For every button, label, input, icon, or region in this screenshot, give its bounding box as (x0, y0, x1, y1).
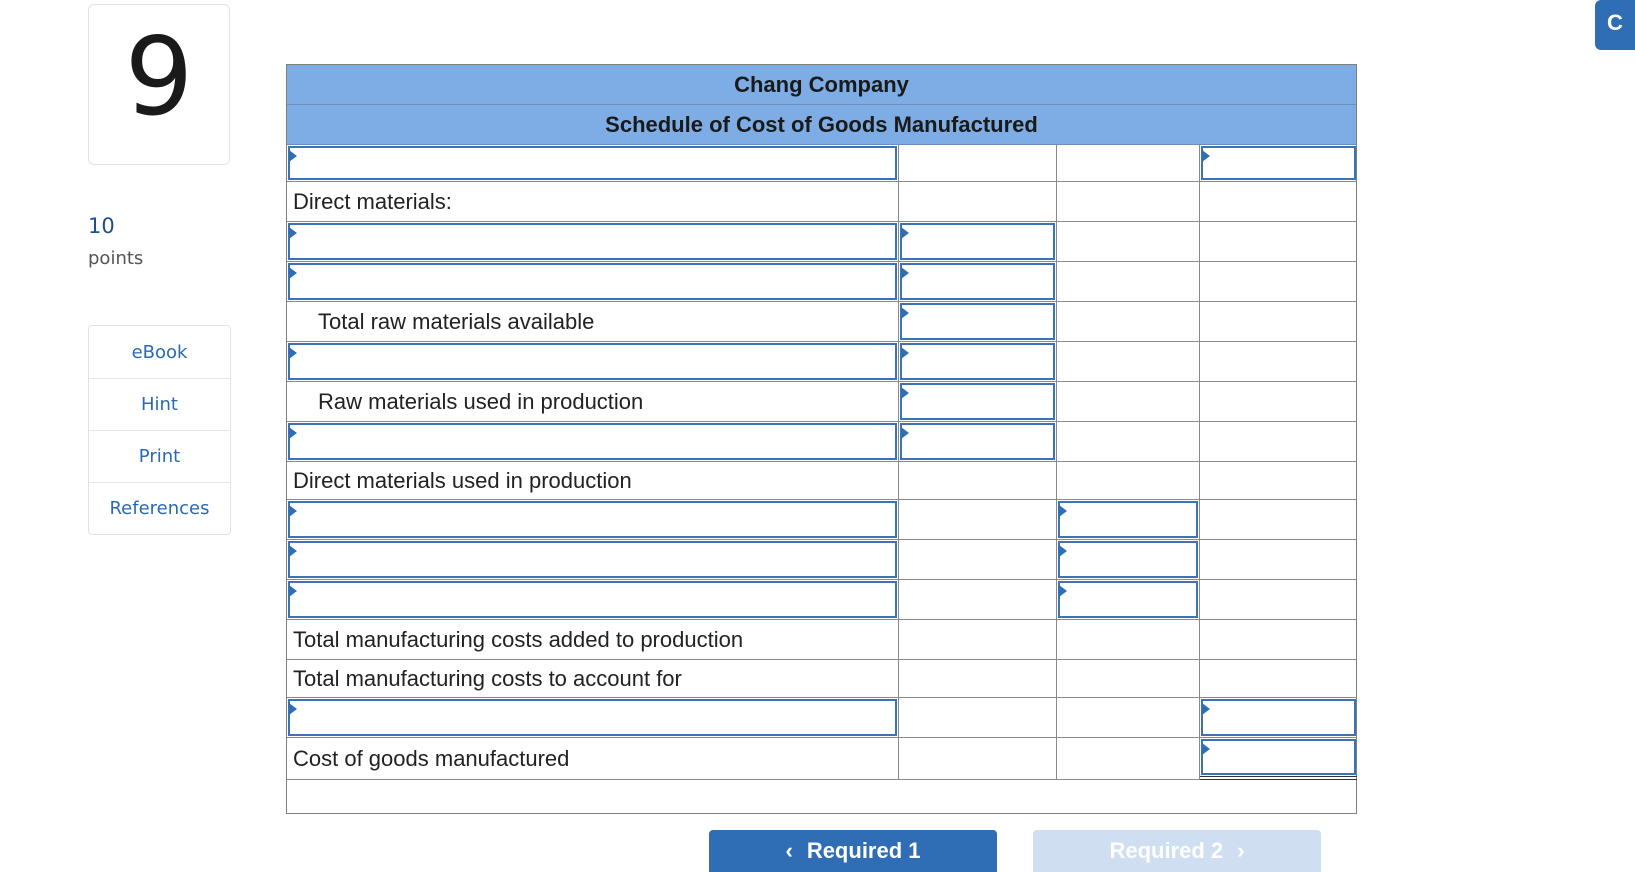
amount-cell (1200, 540, 1357, 580)
amount-input[interactable] (1201, 699, 1356, 736)
amount-cell (1200, 342, 1357, 382)
label-cell[interactable] (287, 500, 899, 540)
amount-cell (1057, 182, 1200, 222)
schedule-subtitle: Schedule of Cost of Goods Manufactured (287, 105, 1356, 145)
row-label: Direct materials: (293, 189, 452, 214)
amount-cell (1200, 262, 1357, 302)
schedule-table (286, 64, 1357, 814)
prev-required-button[interactable] (709, 830, 997, 872)
amount-cell (1057, 222, 1200, 262)
amount-input[interactable] (900, 423, 1055, 460)
amount-cell (1057, 462, 1200, 500)
amount-cell (899, 500, 1057, 540)
amount-cell (1200, 462, 1357, 500)
amount-cell[interactable] (899, 422, 1057, 462)
amount-cell (1057, 145, 1200, 182)
label-cell (287, 302, 899, 342)
schedule-row (287, 540, 1356, 580)
schedule-row (287, 262, 1356, 302)
amount-input[interactable] (1058, 581, 1198, 618)
points-label: points (88, 248, 144, 269)
schedule-row (287, 222, 1356, 262)
corner-button[interactable]: C (1595, 0, 1635, 50)
amount-input[interactable] (1201, 739, 1356, 775)
question-number-card (88, 4, 230, 165)
amount-input[interactable] (1058, 501, 1198, 538)
amount-cell (1200, 500, 1357, 540)
amount-cell[interactable] (899, 342, 1057, 382)
amount-cell (1200, 222, 1357, 262)
prev-required-label: Required 1 (806, 838, 921, 863)
schedule-title: Chang Company (287, 65, 1356, 105)
amount-input[interactable] (1058, 541, 1198, 578)
row-label: Total manufacturing costs to account for (293, 666, 682, 691)
account-dropdown[interactable] (288, 343, 897, 380)
row-label: Raw materials used in production (318, 389, 644, 414)
amount-cell (899, 660, 1057, 698)
amount-cell (899, 738, 1057, 780)
chevron-right-icon: › (1237, 838, 1245, 863)
amount-cell (1057, 620, 1200, 660)
account-dropdown[interactable] (288, 699, 897, 736)
schedule-row (287, 500, 1356, 540)
account-dropdown[interactable] (288, 541, 897, 578)
row-label: Total raw materials available (318, 309, 595, 334)
schedule-row (287, 698, 1356, 738)
schedule-row (287, 302, 1356, 342)
amount-cell (899, 182, 1057, 222)
amount-cell (1057, 422, 1200, 462)
points-value: 10 (88, 214, 115, 238)
label-cell (287, 382, 899, 422)
label-cell (287, 182, 899, 222)
amount-cell[interactable] (899, 382, 1057, 422)
schedule-row (287, 620, 1356, 660)
amount-cell (1200, 660, 1357, 698)
label-cell (287, 620, 899, 660)
account-dropdown[interactable] (288, 581, 897, 618)
amount-cell[interactable] (1200, 145, 1357, 182)
schedule-row (287, 182, 1356, 222)
amount-cell[interactable] (1200, 698, 1357, 738)
row-label: Direct materials used in production (293, 468, 632, 493)
row-label: Cost of goods manufactured (293, 746, 570, 771)
label-cell[interactable] (287, 540, 899, 580)
label-cell[interactable] (287, 342, 899, 382)
row-label: Total manufacturing costs added to production (293, 627, 744, 652)
amount-cell (1057, 302, 1200, 342)
amount-cell (899, 540, 1057, 580)
account-dropdown[interactable] (288, 263, 897, 300)
amount-cell (1057, 342, 1200, 382)
account-dropdown[interactable] (288, 223, 897, 260)
ebook-link[interactable]: eBook (131, 341, 188, 363)
amount-cell[interactable] (1057, 540, 1200, 580)
amount-input[interactable] (900, 343, 1055, 380)
amount-cell (1057, 738, 1200, 780)
chevron-left-icon: ‹ (785, 838, 793, 863)
amount-cell (1057, 382, 1200, 422)
schedule-row (287, 422, 1356, 462)
amount-cell (1200, 580, 1357, 620)
question-number: 9 (124, 14, 194, 140)
account-dropdown[interactable] (288, 423, 897, 460)
account-dropdown[interactable] (288, 146, 897, 180)
amount-input[interactable] (1201, 146, 1356, 180)
references-link[interactable]: References (89, 482, 230, 534)
amount-cell (1200, 302, 1357, 342)
amount-cell (1057, 698, 1200, 738)
label-cell[interactable] (287, 580, 899, 620)
schedule-row (287, 145, 1356, 182)
amount-cell (899, 620, 1057, 660)
amount-cell[interactable] (1057, 580, 1200, 620)
schedule-row (287, 462, 1356, 500)
schedule-row (287, 342, 1356, 382)
amount-cell (1057, 660, 1200, 698)
amount-cell (899, 145, 1057, 182)
amount-cell[interactable] (899, 222, 1057, 262)
amount-input[interactable] (900, 263, 1055, 300)
amount-input[interactable] (900, 383, 1055, 420)
label-cell[interactable] (287, 145, 899, 182)
schedule-row (287, 738, 1356, 780)
amount-cell (1200, 620, 1357, 660)
label-cell[interactable] (287, 422, 899, 462)
amount-cell[interactable] (1200, 738, 1357, 780)
print-link[interactable]: Print (89, 430, 230, 482)
label-cell (287, 660, 899, 698)
amount-cell (899, 462, 1057, 500)
schedule-row (287, 382, 1356, 422)
label-cell[interactable] (287, 262, 899, 302)
amount-cell (899, 698, 1057, 738)
label-cell[interactable] (287, 222, 899, 262)
amount-input[interactable] (900, 303, 1055, 340)
next-required-button[interactable] (1033, 830, 1321, 872)
schedule-row (287, 580, 1356, 620)
amount-cell[interactable] (1057, 500, 1200, 540)
amount-cell (1057, 262, 1200, 302)
amount-cell[interactable] (899, 302, 1057, 342)
next-required-label: Required 2 (1109, 838, 1224, 863)
account-dropdown[interactable] (288, 501, 897, 538)
label-cell (287, 738, 899, 780)
amount-cell[interactable] (899, 262, 1057, 302)
amount-input[interactable] (900, 223, 1055, 260)
amount-cell (1200, 182, 1357, 222)
hint-link[interactable]: Hint (89, 378, 230, 430)
amount-cell (899, 580, 1057, 620)
label-cell[interactable] (287, 698, 899, 738)
schedule-row (287, 660, 1356, 698)
amount-cell (1200, 382, 1357, 422)
tools-panel (88, 325, 231, 535)
amount-cell (1200, 422, 1357, 462)
label-cell (287, 462, 899, 500)
